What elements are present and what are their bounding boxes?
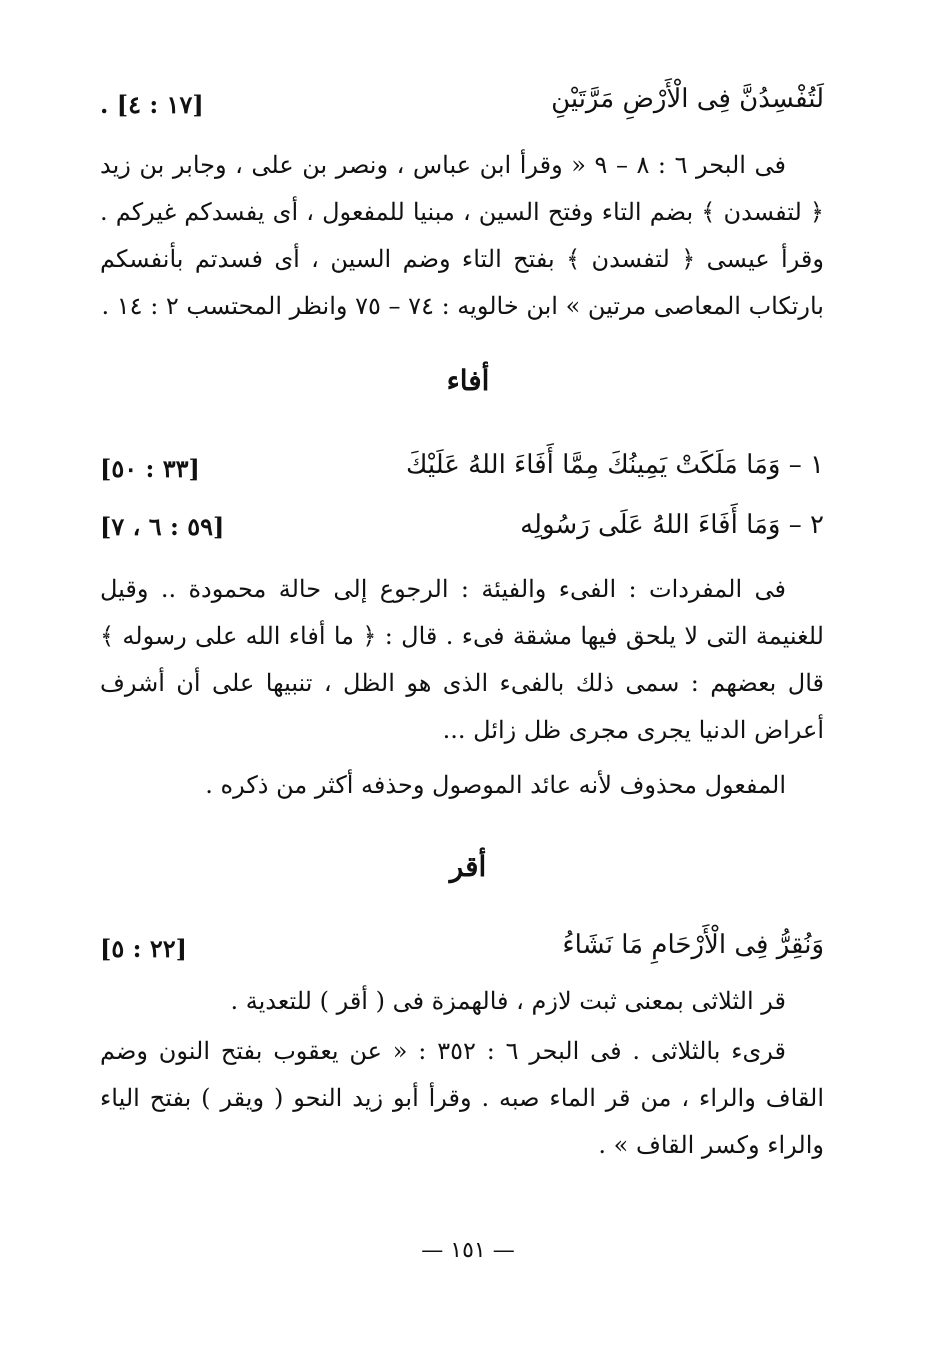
section-heading-afaa: أفاء [446, 364, 490, 397]
verse-tafsiduna: لَتُفْسِدُنَّ فِى الْأَرْضِ مَرَّتَيْنِ [551, 84, 824, 114]
verse-afaa-2: ٢ – وَمَا أَفَاءَ اللهُ عَلَى رَسُولِه [520, 510, 824, 540]
verse-afaa-1: ١ – وَمَا مَلَكَتْ يَمِينُكَ مِمَّا أَفَاءَ اللهُ عَلَيْكَ [405, 450, 824, 480]
verse-reference-afaa-1: [٣٣ : ٥٠] [100, 454, 200, 483]
verse-reference-afaa-2: [٥٩ : ٦ ، ٧] [100, 512, 225, 541]
paragraph-afaa-mufradat: فى المفردات : الفىء والفيئة : الرجوع إلى حالة محمودة .. وقيل للغنيمة التى لا يلحق فيها مشقة فىء . قال : ﴿ ما أفاء الله على رسوله ﴾ قال بعضهم : سمى ذلك بالفىء الذى هو الظل ، تنبيها على أن أشرف أعراض الدنيا يجرى مجرى ظل زائل ... [100, 575, 824, 744]
verse-reference-aqarra: [٢٢ : ٥] [100, 934, 187, 963]
verse-reference-tafsiduna: [١٧ : ٤] . [100, 90, 204, 119]
paragraph-aqarra-thulathi: قر الثلاثى بمعنى ثبت لازم ، فالهمزة فى ( أقر ) للتعدية . [230, 987, 786, 1015]
page-number: — ١٥١ — [421, 1238, 515, 1263]
verse-aqarra: وَنُقِرُّ فِى الْأَرْحَامِ مَا نَشَاءُ [562, 930, 824, 960]
paragraph-tafsiduna: فى البحر ٦ : ٨ – ٩ « وقرأ ابن عباس ، ونصر بن على ، وجابر بن زيد ﴿ لتفسدن ﴾ بضم التاء وفتح السين ، مبنيا للمفعول ، أى يفسدكم غيركم . وقرأ عيسى ﴿ لتفسدن ﴾ بفتح التاء وضم السين ، أى فسدتم بأنفسكم بارتكاب المعاصى مرتين » ابن خالويه : ٧٤ – ٧٥ وانظر المحتسب ٢ : ١٤ . [100, 151, 824, 320]
paragraph-aqarra-qiraa: قرىء بالثلاثى . فى البحر ٦ : ٣٥٢ : « عن يعقوب بفتح النون وضم القاف والراء ، من قر الماء صبه . وقرأ أبو زيد النحو ( ويقر ) بفتح الياء والراء وكسر القاف » . [100, 1037, 824, 1159]
section-heading-aqarra: أقر [449, 850, 487, 883]
paragraph-afaa-note: المفعول محذوف لأنه عائد الموصول وحذفه أكثر من ذكره . [205, 771, 786, 799]
